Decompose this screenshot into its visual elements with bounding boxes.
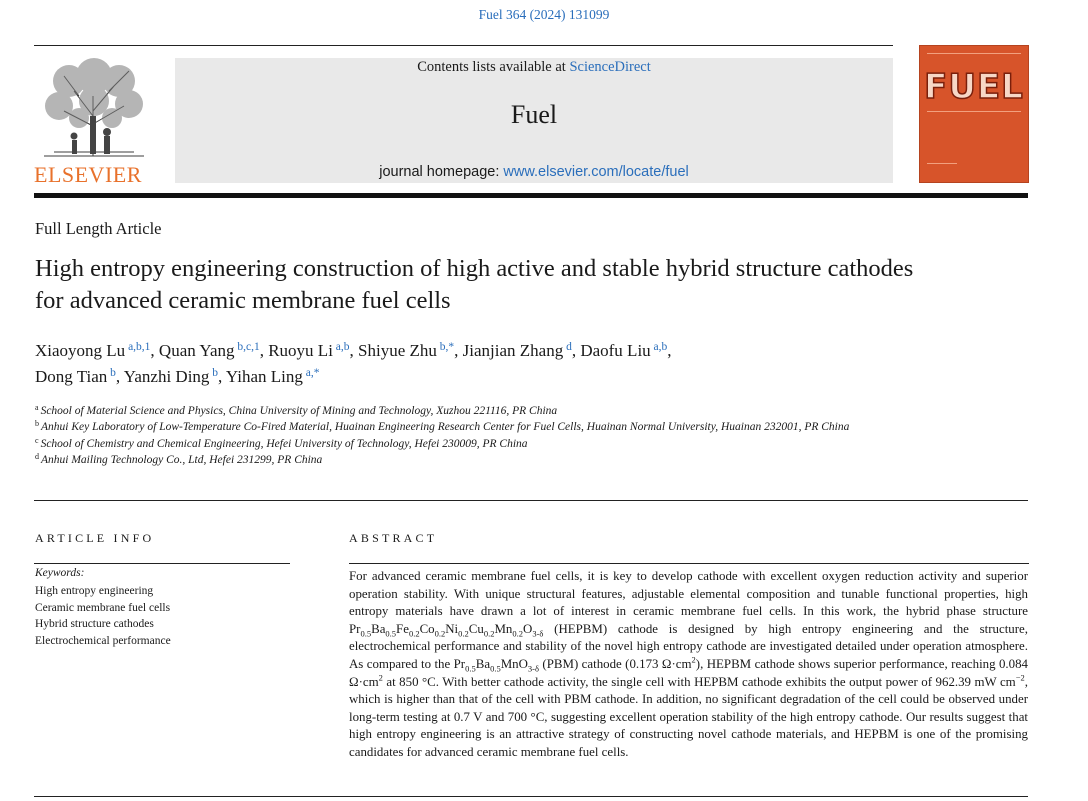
superscript: −2	[1015, 672, 1025, 683]
keyword-item[interactable]: High entropy engineering	[35, 585, 154, 597]
header-top-rule	[34, 45, 893, 46]
affiliation-key: d	[35, 452, 41, 462]
author-affiliation-marks[interactable]: b	[209, 367, 219, 379]
abstract-part: at 850 °C. With better cathode activity, the single cell with HEPBM cathode exhibits the output power of 962.39 mW cm	[382, 674, 1016, 689]
affiliation-list	[35, 403, 915, 469]
journal-title: Fuel	[510, 100, 558, 129]
author-name[interactable]: Ruoyu Li	[268, 341, 333, 360]
author-name[interactable]: Yanzhi Ding	[123, 367, 210, 386]
contents-prefix: Contents lists available at	[417, 59, 570, 75]
abstract-part: (PBM) cathode (0.173 Ω·cm	[539, 656, 692, 671]
affiliation-key: b	[35, 419, 41, 429]
author-name[interactable]: Xiaoyong Lu	[35, 341, 126, 360]
author[interactable]	[358, 341, 454, 360]
affiliation-text: School of Chemistry and Chemical Engineering, Hefei University of Technology, Hefei 230009, PR China	[40, 437, 528, 450]
pbm-formula: $Pr_{0.5}Ba_{0.5}MnO_{3-\delta}$	[453, 656, 539, 674]
journal-cover-thumbnail[interactable]	[919, 45, 1029, 183]
cover-line-decoration	[927, 53, 1021, 54]
header-thick-rule	[34, 193, 1028, 198]
article-title: High entropy engineering construction of high active and stable hybrid structure cathodes for advanced ceramic membrane fuel cells	[35, 255, 914, 314]
keyword-item[interactable]: Hybrid structure cathodes	[35, 618, 154, 630]
affiliation-item	[35, 419, 915, 435]
journal-masthead	[175, 58, 893, 183]
author-affiliation-marks[interactable]: b,c,1	[234, 341, 260, 353]
author-name[interactable]: Dong Tian	[35, 367, 108, 386]
author-name[interactable]: Jianjian Zhang	[462, 341, 564, 360]
affiliation-key: a	[35, 403, 41, 412]
author[interactable]	[35, 367, 116, 386]
sciencedirect-link[interactable]: ScienceDirect	[569, 59, 651, 75]
abstract-part: For advanced ceramic membrane fuel cells, it is key to develop cathode with excellent oxygen reduction activity and superior operation stability. With unique structural features, adjustable elemental composition and tunable functional properties, high entropy materials have drawn a lot of interest in ceramic membrane fuel cells. In this work, the hybrid phase structure	[349, 569, 1028, 619]
author-name[interactable]: Daofu Liu	[580, 341, 651, 360]
keyword-item[interactable]: Electrochemical performance	[35, 634, 171, 647]
superscript: 2	[378, 672, 383, 683]
abstract-rule	[349, 563, 1029, 564]
author-affiliation-marks[interactable]: a,*	[302, 367, 320, 379]
author-name[interactable]: Shiyue Zhu	[358, 341, 437, 360]
abstract-part: , which is higher than that of the cell with PBM cathode. In addition, no significant degradation of the cell could be observed under long-term testing at 0.7 V and 700 °C, suggesting excellent operation stability of the high entropy cathode. Our results suggest that high entropy engineering is an attractive strategy of constructing novel cathode materials, and HEPBM is one of the promising candidates for advanced ceramic membrane fuel cells.	[349, 674, 1028, 759]
affiliation-item	[35, 436, 915, 452]
affiliation-key: c	[35, 435, 41, 445]
author-affiliation-marks[interactable]: a,b,1	[125, 341, 151, 353]
journal-homepage-link[interactable]: www.elsevier.com/locate/fuel	[503, 164, 689, 180]
journal-homepage-line	[175, 164, 893, 180]
article-info-heading: ARTICLE INFO	[35, 531, 155, 545]
affiliation-text: Anhui Mailing Technology Co., Ltd, Hefei 231299, PR China	[41, 454, 323, 467]
keywords-list	[35, 583, 171, 649]
affiliation-text: Anhui Key Laboratory of Low-Temperature Co-Fired Material, Huainan Engineering Research Center for Fuel Cells, Huainan Normal University, Huainan 232001, PR China	[41, 421, 850, 434]
author[interactable]	[463, 341, 572, 360]
page-bottom-rule	[34, 796, 1028, 797]
hepbm-formula: $Pr_{0.5}Ba_{0.5}Fe_{0.2}Co_{0.2}Ni_{0.2}Cu_{0.2}Mn_{0.2}O_{3-\delta}$	[349, 621, 544, 639]
affiliation-item	[35, 452, 915, 468]
abstract-part: ), HEPBM cathode shows superior performance, reaching 0.084 Ω·cm	[349, 656, 1028, 689]
author[interactable]	[159, 341, 260, 360]
abstract-text	[349, 568, 1028, 762]
author[interactable]	[580, 341, 667, 360]
keyword-item[interactable]: Ceramic membrane fuel cells	[35, 601, 171, 614]
author[interactable]	[35, 341, 150, 360]
abstract-part: (HEPBM) cathode is designed by high entropy engineering and the structure, electrochemical performance and stability of the novel high entropy cathode are investigated detailed under operation atmosphere. As compared to the	[349, 621, 1028, 671]
section-divider	[34, 500, 1028, 501]
author-affiliation-marks[interactable]: a,b	[332, 341, 350, 353]
author-affiliation-marks[interactable]: b,*	[436, 341, 455, 353]
superscript: 2	[691, 654, 696, 665]
author[interactable]	[268, 341, 349, 360]
author-name[interactable]: Yihan Ling	[225, 367, 303, 386]
author-list: Xiaoyong Lu $^{a,b,1}$, Quan Yang $^{b,c,1}$, Ruoyu Li $^{a,b}$, Shiyue Zhu $^{b,*}$, Jianjian Zhang $^d$, Daofu Liu $^{a,b}$, Dong Tian $^b$, Yanzhi Ding $^b$, Yihan Ling $^{a,*}$	[35, 341, 672, 386]
homepage-prefix: journal homepage:	[379, 164, 504, 180]
affiliation-item	[35, 403, 915, 419]
cover-line-decoration	[927, 111, 1021, 112]
cover-line-decoration	[927, 163, 957, 164]
article-info-rule	[34, 563, 290, 564]
article-type: Full Length Article	[35, 219, 162, 238]
author-affiliation-marks[interactable]: d	[563, 341, 572, 353]
journal-citation-link[interactable]: Fuel 364 (2024) 131099	[478, 7, 610, 22]
elsevier-wordmark: ELSEVIER	[34, 162, 142, 187]
abstract-heading: ABSTRACT	[349, 531, 438, 545]
cover-title: FUEL	[924, 67, 1024, 107]
author[interactable]	[226, 367, 320, 386]
author-affiliation-marks[interactable]: b	[107, 367, 116, 379]
author[interactable]	[124, 367, 218, 386]
affiliation-text: School of Material Science and Physics, China University of Mining and Technology, Xuzhou 221116, PR China	[40, 405, 558, 417]
author-name[interactable]: Quan Yang	[158, 341, 235, 360]
author-affiliation-marks[interactable]: a,b	[650, 341, 668, 353]
contents-available-line	[175, 59, 893, 76]
keywords-label: Keywords:	[35, 567, 85, 579]
